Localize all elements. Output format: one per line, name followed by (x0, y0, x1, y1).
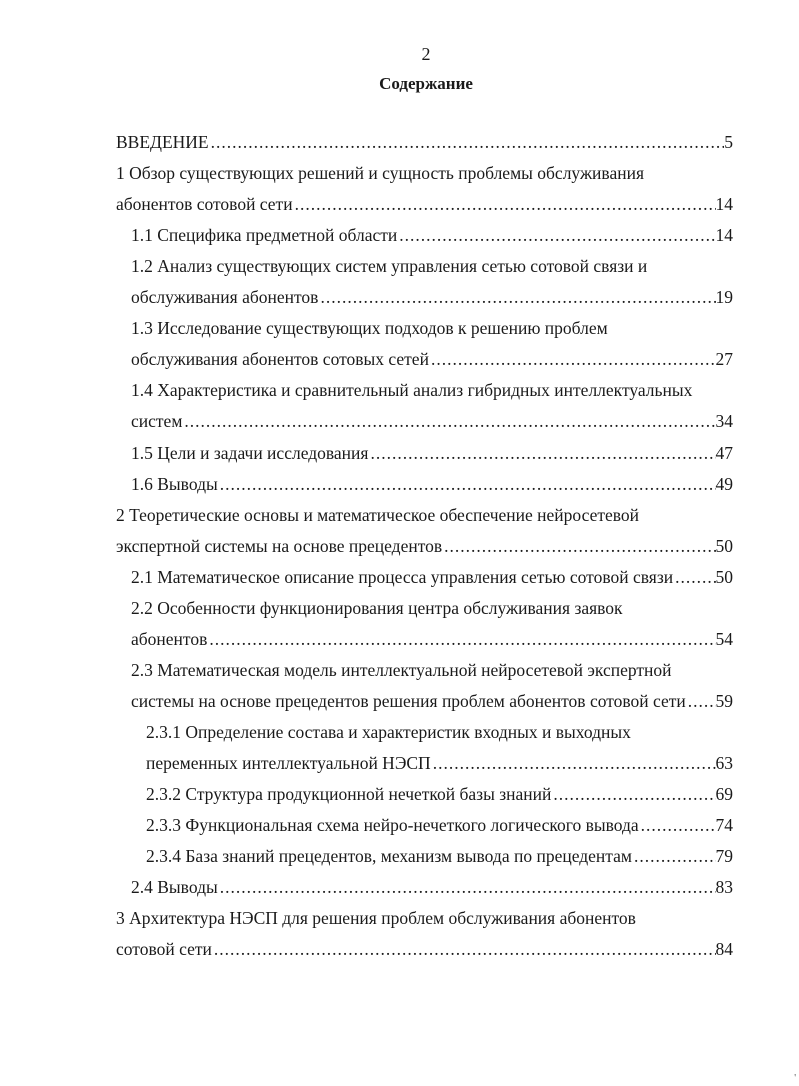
toc-page-number: 47 (715, 442, 733, 463)
toc-dot-leader (293, 191, 716, 217)
document-title: Содержание (379, 74, 473, 93)
toc-entry-line (131, 346, 733, 372)
toc-entry-text: экспертной системы на основе прецедентов (116, 535, 443, 556)
toc-entry-text: 3 Архитектура НЭСП для решения проблем обслуживания абонентов (116, 908, 636, 929)
toc-entry-text: 1.1 Специфика предметной области (131, 225, 398, 246)
toc-entry-line (131, 471, 733, 497)
toc-page-number: 54 (715, 628, 733, 649)
toc-page-number: 49 (715, 473, 733, 494)
toc-entry-line (116, 936, 733, 962)
toc-dot-leader (442, 533, 715, 559)
toc-entry-text: 2.3.4 База знаний прецедентов, механизм вывода по прецедентам (146, 846, 632, 867)
toc-entry-line (131, 377, 733, 403)
toc-dot-leader (397, 222, 715, 248)
toc-dot-leader (218, 874, 716, 900)
toc-dot-leader (429, 346, 716, 372)
toc-entry-line (146, 812, 733, 838)
toc-entry-line (116, 160, 733, 186)
toc-dot-leader (207, 626, 715, 652)
toc-dot-leader (673, 564, 715, 590)
page-number: 2 (421, 44, 431, 64)
toc-entry-text: переменных интеллектуальной НЭСП (146, 753, 431, 773)
toc-entry-line (146, 750, 733, 776)
toc-entry-text: 2.3.3 Функциональная схема нейро-нечеткого логического вывода (146, 815, 639, 836)
toc-page-number: 83 (715, 877, 733, 898)
toc-page-number: 34 (715, 411, 733, 432)
toc-page-number: 14 (715, 225, 733, 246)
toc-entry-text: 2.4 Выводы (131, 877, 218, 898)
toc-dot-leader (639, 812, 716, 838)
toc-entry-line (131, 408, 733, 434)
toc-entry-line (131, 626, 733, 652)
toc-entry-text: 2 Теоретические основы и математическое обеспечение нейросетевой (116, 504, 640, 525)
toc-entry-text: ВВЕДЕНИЕ (116, 132, 209, 152)
toc-page-number: 63 (715, 753, 733, 773)
toc-entry-text: сотовой сети (116, 939, 212, 960)
toc-dot-leader (632, 843, 716, 869)
toc-entry-line (116, 191, 733, 217)
toc-dot-leader (686, 688, 716, 714)
toc-entry-line (131, 222, 733, 248)
toc-page-number: 79 (715, 846, 733, 867)
toc-entry-line (131, 874, 733, 900)
toc-dot-leader (551, 781, 715, 807)
toc-page-number: 5 (724, 132, 733, 152)
toc-entry-line (131, 564, 733, 590)
toc-entry-line (131, 253, 733, 279)
toc-entry-text: 2.3.1 Определение состава и характеристик входных и выходных (146, 721, 631, 742)
toc-page-number: 59 (715, 690, 733, 711)
toc-entry-text: 1.2 Анализ существующих систем управления сетью сотовой связи и (131, 256, 648, 277)
toc-page-number: 50 (715, 566, 733, 587)
toc-entry-text: 2.2 Особенности функционирования центра обслуживания заявок (131, 597, 623, 618)
toc-entry-line (146, 719, 733, 745)
toc-entry-text: абонентов (131, 628, 208, 649)
toc-dot-leader (368, 440, 715, 466)
toc-entry-line (116, 502, 733, 528)
toc-entry-line (116, 129, 733, 155)
toc-entry-text: абонентов сотовой сети (116, 194, 293, 215)
toc-dot-leader (218, 471, 716, 497)
toc-page-number: 74 (715, 815, 733, 836)
toc-entry-text: 2.3.2 Структура продукционной нечеткой базы знаний (146, 784, 552, 805)
toc-entry-line (131, 440, 733, 466)
toc-page-number: 27 (715, 349, 733, 370)
toc-page-number: 19 (715, 287, 733, 308)
toc-dot-leader (318, 284, 715, 310)
toc-entry-line (131, 595, 733, 621)
toc-entry-text: систем (131, 411, 183, 432)
toc-entry-text: 2.3 Математическая модель интеллектуальной нейросетевой экспертной (131, 659, 672, 680)
toc-entry-line (131, 688, 733, 714)
toc-entry-text: 1.5 Цели и задачи исследования (131, 442, 369, 463)
toc-entry-text: 2.1 Математическое описание процесса управления сетью сотовой связи (131, 566, 674, 587)
toc-entry-line (116, 533, 733, 559)
toc-entry-line (131, 315, 733, 341)
toc-entry-text: 1.6 Выводы (131, 473, 218, 494)
toc-dot-leader (182, 408, 715, 434)
toc-dot-leader (212, 936, 716, 962)
toc-entry-text: 1 Обзор существующих решений и сущность проблемы обслуживания (116, 163, 644, 184)
toc-entry-text: 1.3 Исследование существующих подходов к решению проблем (131, 318, 608, 339)
toc-entry-text: обслуживания абонентов (131, 287, 319, 308)
toc-page-number: 69 (715, 784, 733, 805)
toc-entry-text: 1.4 Характеристика и сравнительный анализ гибридных интеллектуальных (131, 380, 693, 401)
toc-page-number: 84 (715, 939, 733, 960)
toc-entry-line (146, 843, 733, 869)
toc-page-number: 14 (715, 194, 733, 215)
toc-dot-leader (431, 750, 716, 776)
toc-entry-text: системы на основе прецедентов решения проблем абонентов сотовой сети (131, 690, 686, 711)
corner-mark: ' (794, 1073, 796, 1084)
toc-entry-line (146, 781, 733, 807)
toc-entry-line (116, 905, 733, 931)
toc-entry-line (131, 284, 733, 310)
toc-entry-line (131, 657, 733, 683)
toc-dot-leader (209, 129, 725, 155)
toc-page-number: 50 (715, 535, 733, 556)
toc-entry-text: обслуживания абонентов сотовых сетей (131, 349, 429, 370)
